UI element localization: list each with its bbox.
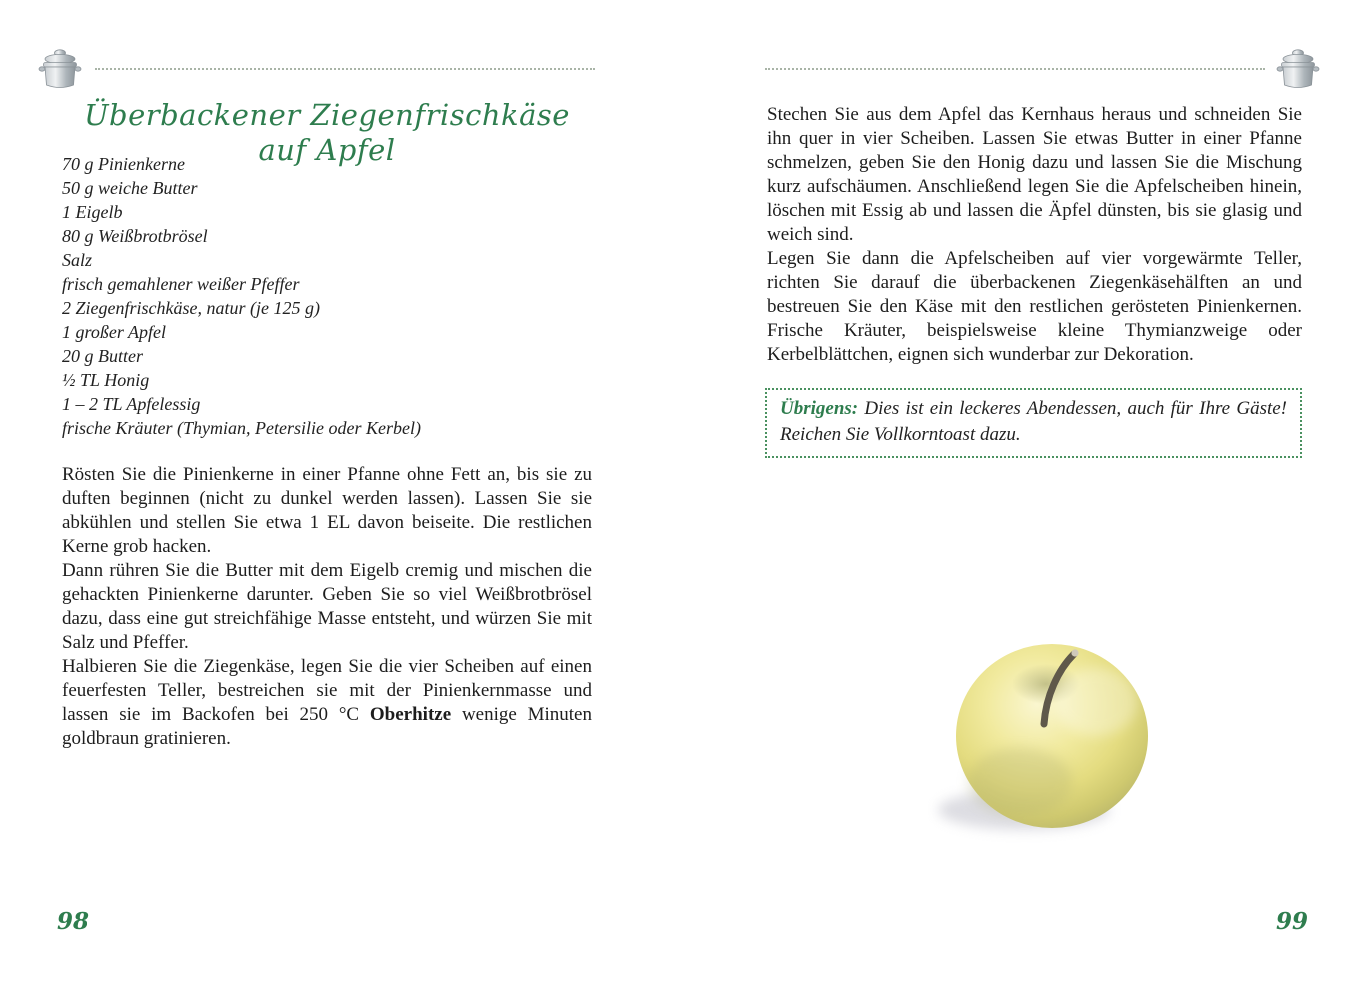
- ingredient-item: 70 g Pinienkerne: [62, 154, 185, 174]
- ingredient-item: 2 Ziegenfrischkäse, natur (je 125 g): [62, 298, 320, 318]
- header-dotted-rule: [95, 68, 595, 70]
- instruction-paragraph: Dann rühren Sie die Butter mit dem Eigelb cremig und mischen die gehackten Pinienkerne darunter. Geben Sie so viel Weißbrotbrösel dazu, dass eine gut streichfähige Masse entsteht, und würzen Sie mit Salz und Pfeffer.: [62, 560, 592, 653]
- instruction-emphasis: Oberhitze: [369, 704, 452, 725]
- tip-text: Dies ist ein leckeres Abendessen, auch für Ihre Gäste! Reichen Sie Vollkorntoast dazu.: [780, 398, 1287, 445]
- instruction-text: wenige Minuten goldbraun gratinieren.: [62, 704, 592, 749]
- instruction-text: Halbieren Sie die Ziegenkäse, legen Sie die vier Scheiben auf einen feuerfesten Teller, bestreichen sie mit der Pinienkernmasse und lassen sie im Backofen bei 250 °C: [62, 656, 592, 725]
- cooking-pot-icon: [1274, 46, 1322, 94]
- page-number-left: 98: [57, 908, 90, 935]
- instruction-paragraph: Legen Sie dann die Apfelscheiben auf vier vorgewärmte Teller, richten Sie darauf die überbackenen Ziegenkäsehälften an und bestreuen Sie den Käse mit den restlichen gerösteten Pinienkernen. Frische Kräuter, beispielsweise kleine Thymianzweige oder Kerbelblättchen, eignen sich wunderbar zur Dekoration.: [767, 248, 1302, 365]
- cooking-pot-icon: [36, 46, 84, 94]
- instructions-right: [767, 103, 1302, 367]
- ingredient-item: Salz: [62, 250, 93, 270]
- instruction-paragraph: Stechen Sie aus dem Apfel das Kernhaus heraus und schneiden Sie ihn quer in vier Scheiben. Lassen Sie etwas Butter in einer Pfanne schmelzen, geben Sie den Honig dazu und lassen Sie die Mischung kurz aufschäumen. Anschließend legen Sie die Apfelscheiben hinein, löschen mit Essig ab und lassen die Äpfel dünsten, bis sie glasig und weich sind.: [767, 104, 1302, 245]
- instruction-paragraph: [62, 655, 592, 751]
- ingredient-item: 1 – 2 TL Apfelessig: [62, 394, 201, 414]
- tip-box: [765, 388, 1302, 458]
- ingredient-item: frische Kräuter (Thymian, Petersilie oder Kerbel): [62, 418, 421, 438]
- ingredient-item: 20 g Butter: [62, 346, 143, 366]
- ingredients-list: [62, 152, 592, 440]
- instructions-left: [62, 463, 592, 751]
- tip-label: Übrigens:: [780, 398, 859, 419]
- ingredient-item: 1 großer Apfel: [62, 322, 166, 342]
- apple-illustration: [928, 632, 1172, 846]
- ingredient-item: ½ TL Honig: [62, 370, 150, 390]
- instruction-paragraph: Rösten Sie die Pinienkerne in einer Pfanne ohne Fett an, bis sie zu duften beginnen (nicht zu dunkel werden lassen). Lassen Sie sie abkühlen und stellen Sie etwa 1 EL davon beiseite. Die restlichen Kerne grob hacken.: [62, 464, 592, 557]
- ingredient-item: 50 g weiche Butter: [62, 178, 198, 198]
- page-number-right: 99: [1276, 908, 1309, 935]
- ingredient-item: 80 g Weißbrotbrösel: [62, 226, 208, 246]
- header-dotted-rule: [765, 68, 1265, 70]
- ingredient-item: 1 Eigelb: [62, 202, 123, 222]
- recipe-title: Überbackener Ziegenfrischkäse auf Apfel: [84, 98, 570, 167]
- ingredient-item: frisch gemahlener weißer Pfeffer: [62, 274, 300, 294]
